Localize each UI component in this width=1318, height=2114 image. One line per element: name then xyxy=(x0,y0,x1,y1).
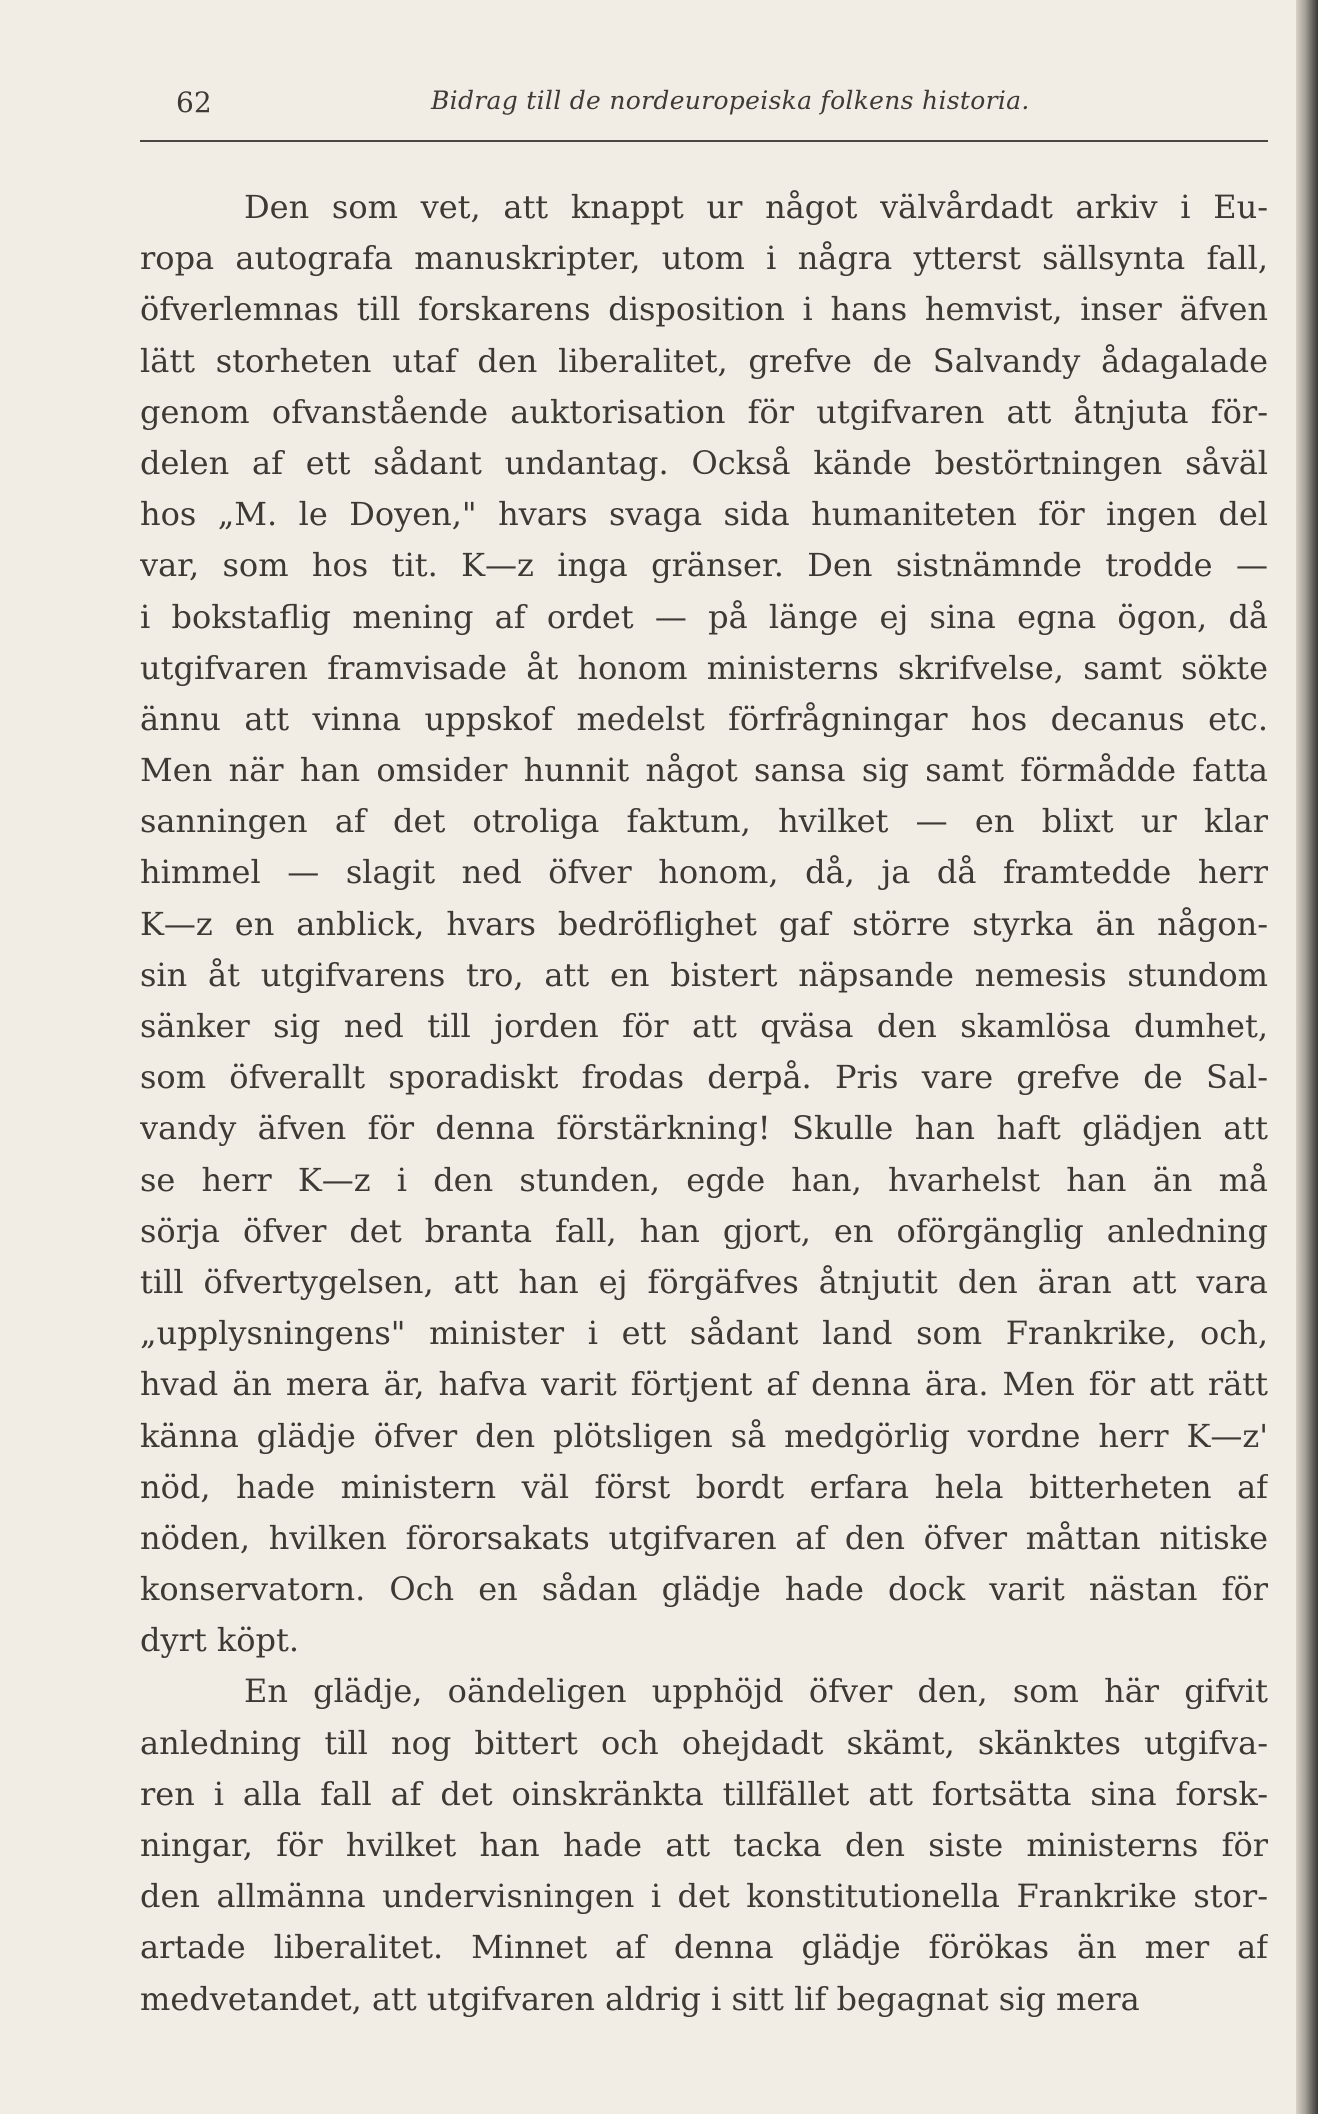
text-line: dyrt köpt. xyxy=(140,1621,300,1660)
text-line: till öfvertygelsen, att han ej förgäfves åtnjutit den äran att vara xyxy=(140,1262,1268,1301)
text-line: himmel — slagit ned öfver honom, då, ja då framtedde herr xyxy=(140,853,1268,892)
text-line: sänker sig ned till jorden för att qväsa den skamlösa dumhet, xyxy=(140,1007,1268,1045)
text-line: Men när han omsider hunnit något sansa sig samt förmådde fatta xyxy=(140,751,1268,790)
text-line: sanningen af det otroliga faktum, hvilket — en blixt ur klar xyxy=(140,802,1268,841)
text-line: medvetandet, att utgifvaren aldrig i sitt lif begagnat sig mera xyxy=(140,1979,1140,2018)
text-line: genom ofvanstående auktorisation för utgifvaren att åtnjuta för- xyxy=(140,392,1268,431)
text-line: nöd, hade ministern väl först bordt erfara hela bitterheten af xyxy=(140,1467,1268,1506)
text-line: K—z en anblick, hvars bedröflighet gaf större styrka än någon- xyxy=(140,904,1268,943)
text-line: konservatorn. Och en sådan glädje hade dock varit nästan för xyxy=(140,1570,1268,1609)
text-line: lätt storheten utaf den liberalitet, grefve de Salvandy ådagalade xyxy=(140,341,1268,380)
text-line: delen af ett sådant undantag. Också kände bestörtningen såväl xyxy=(140,443,1268,482)
text-line: ropa autografa manuskripter, utom i några ytterst sällsynta fall, xyxy=(140,239,1268,278)
text-line: känna glädje öfver den plötsligen så medgörlig vordne herr K—z' xyxy=(140,1416,1268,1455)
text-line: Den som vet, att knappt ur något välvårdadt arkiv i Eu- xyxy=(244,188,1268,226)
text-line: artade liberalitet. Minnet af denna glädje förökas än mer af xyxy=(140,1928,1268,1967)
header-rule xyxy=(140,140,1268,142)
text-line: nöden, hvilken förorsakats utgifvaren af den öfver måttan nitiske xyxy=(140,1518,1268,1557)
body-text xyxy=(140,182,1268,2025)
text-line: ningar, för hvilket han hade att tacka den siste ministerns för xyxy=(140,1826,1268,1864)
text-line: sin åt utgifvarens tro, att en bistert näpsande nemesis stundom xyxy=(140,955,1268,994)
text-line: som öfverallt sporadiskt frodas derpå. Pris vare grefve de Sal- xyxy=(140,1058,1268,1097)
text-line: vandy äfven för denna förstärkning! Skulle han haft glädjen att xyxy=(140,1109,1268,1148)
text-line: i bokstaflig mening af ordet — på länge ej sina egna ögon, då xyxy=(140,597,1268,636)
text-line: hvad än mera är, hafva varit förtjent af denna ära. Men för att rätt xyxy=(140,1365,1268,1404)
text-line: öfverlemnas till forskarens disposition i hans hemvist, inser äfven xyxy=(140,290,1268,329)
page-edge-shadow xyxy=(1296,0,1318,2114)
text-line: den allmänna undervisningen i det konstitutionella Frankrike stor- xyxy=(140,1877,1268,1916)
text-line: se herr K—z i den stunden, egde han, hvarhelst han än må xyxy=(140,1160,1268,1199)
text-line: hos „M. le Doyen," hvars svaga sida humaniteten för ingen del xyxy=(140,495,1268,534)
text-line: „upplysningens" minister i ett sådant land som Frankrike, och, xyxy=(140,1314,1268,1353)
text-line: anledning till nog bittert och ohejdadt skämt, skänktes utgifva- xyxy=(140,1723,1268,1762)
page-number: 62 xyxy=(176,86,212,119)
text-line: var, som hos tit. K—z inga gränser. Den sistnämnde trodde — xyxy=(140,546,1268,585)
running-title: Bidrag till de nordeuropeiska folkens historia. xyxy=(431,86,1030,115)
text-line: ännu att vinna uppskof medelst förfrågningar hos decanus etc. xyxy=(140,699,1268,738)
text-line: utgifvaren framvisade åt honom ministerns skrifvelse, samt sökte xyxy=(140,648,1268,687)
text-line: En glädje, oändeligen upphöjd öfver den, som här gifvit xyxy=(244,1672,1268,1711)
paragraph xyxy=(140,1666,1268,2024)
paragraph xyxy=(140,182,1268,1666)
page-header xyxy=(140,82,1268,132)
text-line: sörja öfver det branta fall, han gjort, en oförgänglig anledning xyxy=(140,1211,1268,1250)
text-line: ren i alla fall af det oinskränkta tillfället att fortsätta sina forsk- xyxy=(140,1774,1268,1813)
